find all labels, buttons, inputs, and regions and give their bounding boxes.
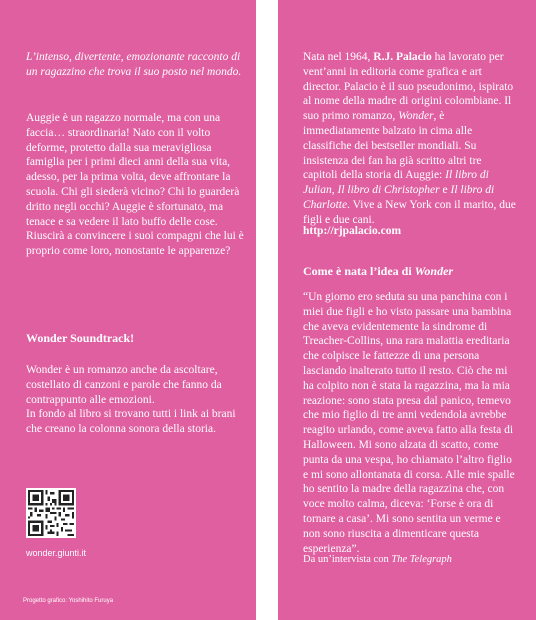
bio-text-3: , è immediatamente balzato in cima alle classifiche dei bestseller mondiali. Su insistenza dei fan ha già scritto altri tre capitoli della storia di Auggie: <box>303 110 482 182</box>
qr-code-icon[interactable] <box>26 488 76 538</box>
soundtrack-title: Wonder Soundtrack! <box>26 331 135 345</box>
book-title-christopher: Il libro di Christopher <box>337 184 440 197</box>
soundtrack-paragraph-1: Wonder è un romanzo anche da ascoltare, costellato di canzoni e parole che fanno da contrappunto alle emozioni. <box>26 364 222 406</box>
bio-text-1: Nata nel 1964, <box>303 51 374 63</box>
book-title-wonder: Wonder <box>398 110 434 123</box>
author-website-link[interactable]: http://rjpalacio.com <box>303 225 402 237</box>
author-bio <box>303 50 516 228</box>
bio-text-5: e <box>439 184 451 197</box>
source-prefix: Da un’intervista con <box>303 554 392 565</box>
synopsis-text: Auggie è un ragazzo normale, ma con una faccia… straordinaria! Nato con il volto deforme, protetto dalla sua meravigliosa famiglia per i primi dieci anni della sua vita, adesso, per la prima volta, deve affrontare la scuola. Chi gli siederà vicino? Chi lo guarderà dritto negli occhi? Auggie è sfortunato, ma tenace e sa vedere il lato buffo delle cose. Riuscirà a convincere i suoi compagni che lui è proprio come loro, nonostante le apparenze? <box>26 112 244 258</box>
book-title-charlotte: Il libro di Charlotte <box>303 184 495 211</box>
center-divider <box>256 0 278 620</box>
bio-text-6: . Vive a New York con il marito, due figli e due cani. <box>303 198 516 226</box>
quote-source <box>303 553 516 568</box>
intro-text: L’intenso, divertente, emozionante racconto di un ragazzino che trova il suo posto nel mondo. <box>26 51 242 78</box>
bio-text-2: ha lavorato per vent’anni in editoria come grafica e art director. Palacio è il suo pseudonimo, ispirato al nome della madre di origini colombiane. Il suo primo romanzo, <box>303 51 514 123</box>
idea-title-italic: Wonder <box>414 264 454 278</box>
author-quote: “Un giorno ero seduta su una panchina con i miei due figli e ho visto passare una bambina che aveva evidentemente la sindrome di Treacher-Collins, una rara malattia ereditaria che colpisce le fattezze di una persona lasciando inalterato tutto il resto. Ciò che mi ha colpito non è stata la ragazzina, ma la mia reazione: sono stata presa dal panico, temevo che mio figlio di tre anni vedendola avrebbe reagito urlando, come aveva fatto alla festa di Halloween. Mi sono alzata di scatto, come punta da una vespa, ho chiamato l’altro figlio e mi sono allontanata di corsa. Alle mie spalle ho sentito la madre della ragazzina che, con voce molto calma, diceva: ‘Forse è ora di tornare a casa’. Mi sono sentita un verme e non sono riuscita a dimenticare questa esperienza”. <box>303 291 515 555</box>
soundtrack-paragraph-2: In fondo al libro si trovano tutti i link ai brani che creano la colonna sonora della storia. <box>26 408 236 436</box>
website-link[interactable]: wonder.giunti.it <box>26 548 87 558</box>
book-title-julian: Il libro di Julian <box>303 169 489 197</box>
author-name: R.J. Palacio <box>373 51 432 63</box>
source-publication: The Telegraph <box>391 554 452 565</box>
design-credits: Progetto grafico: Yoshihito Furuya <box>23 598 114 604</box>
qr-code-graphic <box>28 490 74 536</box>
idea-section-title <box>303 264 516 279</box>
bio-text-4: , <box>331 184 338 197</box>
soundtrack-body <box>26 363 244 437</box>
idea-title-prefix: Come è nata l’idea di <box>303 264 415 278</box>
